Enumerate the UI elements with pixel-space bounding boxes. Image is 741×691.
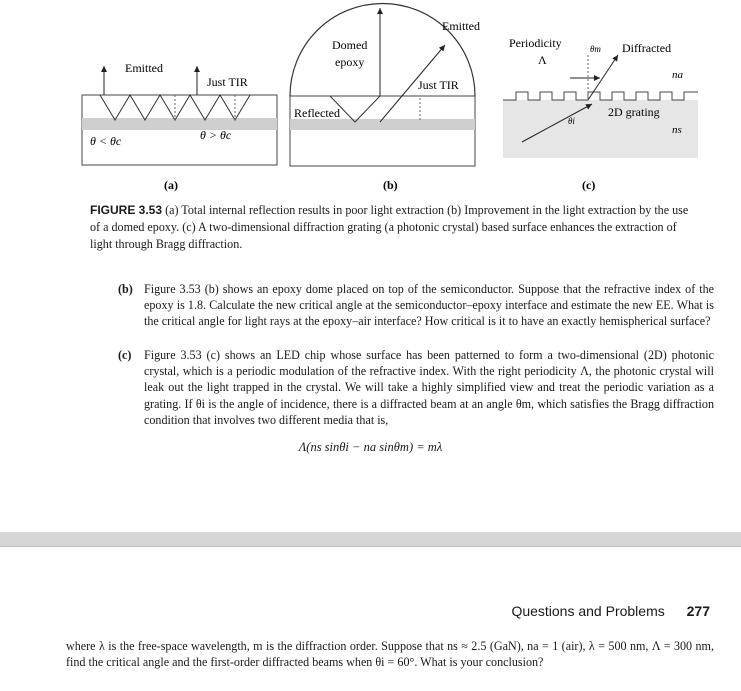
- a-emitted-label: Emitted: [125, 61, 163, 75]
- c-na-label: na: [672, 69, 683, 81]
- page-divider-line: [0, 546, 741, 547]
- figure-caption-text: (a) Total internal reflection results in poor light extraction (b) Improvement in the light extraction by the use of a domed epoxy. (c) A two-dimensional diffraction grating (a photonic crystal) based surface enhances the extraction of light through Bragg diffraction.: [90, 203, 689, 251]
- a-just-tir-label: Just TIR: [207, 75, 248, 89]
- c-grating-label: 2D grating: [608, 105, 660, 119]
- c-periodicity-label: Periodicity: [509, 36, 562, 50]
- panel-a-letter: (a): [164, 178, 178, 192]
- figure-caption: [90, 202, 700, 253]
- b-emitted-label: Emitted: [442, 19, 480, 33]
- panel-b: [290, 4, 480, 167]
- panel-c: [503, 36, 698, 158]
- figure-caption-head: FIGURE 3.53: [90, 203, 163, 217]
- a-cond-right: θ > θc: [200, 128, 232, 142]
- running-header-title: Questions and Problems: [511, 603, 665, 619]
- c-ns-label: ns: [672, 124, 682, 136]
- figure-3-53: [0, 0, 741, 200]
- b-just-tir-label: Just TIR: [418, 78, 459, 92]
- panel-a: [82, 61, 277, 165]
- panel-c-letter: (c): [582, 178, 596, 192]
- c-theta-i-label: θi: [568, 116, 575, 126]
- question-item-tag: (c): [118, 348, 132, 362]
- question-item-text: Figure 3.53 (b) shows an epoxy dome placed on top of the semiconductor. Suppose that the refractive index of the epoxy is 1.8. Calculate the new critical angle at the semiconductor–epoxy interface and estimate the new EE. What is the critical angle for light rays at the epoxy–air interface? How critical is it to have an exactly hemispherical surface?: [144, 282, 714, 329]
- c-lambda-label: Λ: [538, 53, 547, 67]
- c-theta-m-label: θm: [590, 44, 601, 54]
- c-diffracted-label: Diffracted: [622, 41, 672, 55]
- b-reflected-label: Reflected: [294, 106, 340, 120]
- figure-drawing: [0, 0, 741, 200]
- page-divider: [0, 532, 741, 546]
- b-epoxy-label: epoxy: [335, 55, 365, 69]
- b-domed-label: Domed: [332, 38, 368, 52]
- question-item-tag: (b): [118, 282, 133, 296]
- panel-b-letter: (b): [383, 178, 398, 192]
- a-cond-left: θ < θc: [90, 134, 122, 148]
- continuation-paragraph: where λ is the free-space wavelength, m is the diffraction order. Suppose that ns ≈ 2.5 (GaN), na = 1 (air), λ = 500 nm, Λ = 300 nm, find the critical angle and the first-order diffracted beams when θi = 60°. What is your conclusion?: [66, 639, 714, 670]
- running-header: [511, 603, 710, 619]
- bragg-equation: Λ(ns sinθi − na sinθm) = mλ: [298, 440, 443, 454]
- question-item-text: Figure 3.53 (c) shows an LED chip whose surface has been patterned to form a two-dimensional (2D) photonic crystal, which is a periodic modulation of the refractive index. With the right periodicity Λ, the photonic crystal will leak out the light trapped in the crystal. We will take a highly simplified view and treat the periodic variation as a grating. If θi is the angle of incidence, there is a diffracted beam at an angle θm, which satisfies the Bragg diffraction condition that involves two different media that is,: [144, 348, 714, 427]
- question-item-b: [118, 281, 714, 330]
- page-number: 277: [686, 603, 710, 619]
- question-item-c: [118, 347, 714, 428]
